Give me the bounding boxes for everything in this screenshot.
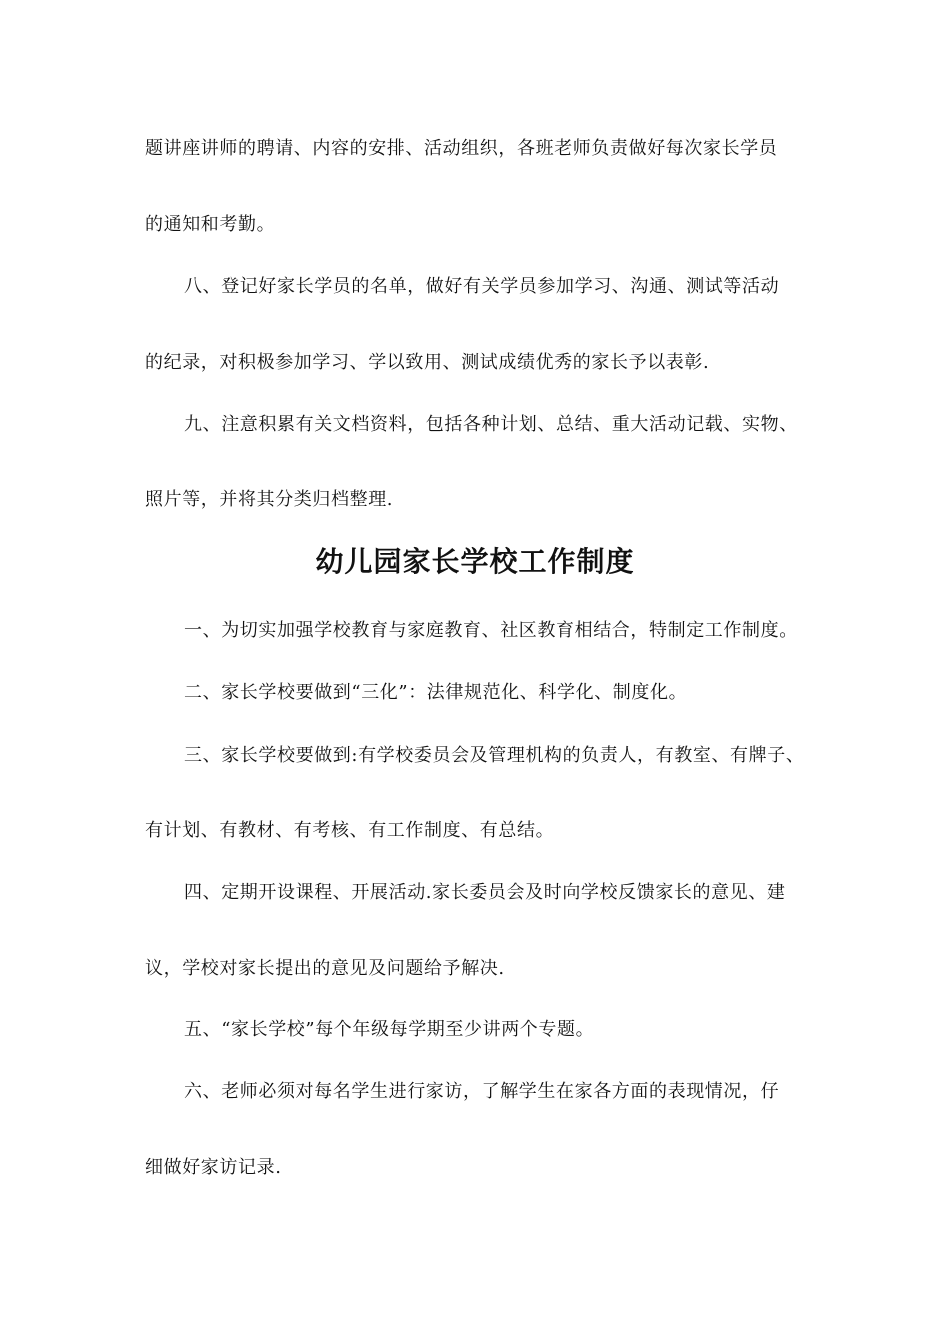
rule-5: 五、“家长学校”每个年级每学期至少讲两个专题。 bbox=[184, 1019, 595, 1040]
rule-1: 一、为切实加强学校教育与家庭教育、社区教育相结合，特制定工作制度。 bbox=[184, 620, 798, 641]
section-title: 幼儿园家长学校工作制度 bbox=[315, 545, 635, 578]
rule-3-line: 有计划、有教材、有考核、有工作制度、有总结。 bbox=[145, 820, 555, 841]
rule-3-line: 三、家长学校要做到:有学校委员会及管理机构的负责人，有教室、有牌子、 bbox=[184, 745, 805, 766]
paragraph-line: 题讲座讲师的聘请、内容的安排、活动组织，各班老师负责做好每次家长学员 bbox=[145, 138, 778, 159]
paragraph-line: 的通知和考勤。 bbox=[145, 214, 276, 235]
item-8-line: 的纪录，对积极参加学习、学以致用、测试成绩优秀的家长予以表彰. bbox=[145, 352, 710, 373]
item-9-line: 照片等，并将其分类归档整理. bbox=[145, 489, 394, 510]
rule-4-line: 四、定期开设课程、开展活动.家长委员会及时向学校反馈家长的意见、建 bbox=[184, 882, 786, 903]
rule-6-line: 细做好家访记录. bbox=[145, 1157, 282, 1178]
item-9-line: 九、注意积累有关文档资料，包括各种计划、总结、重大活动记载、实物、 bbox=[184, 414, 798, 435]
item-8-line: 八、登记好家长学员的名单，做好有关学员参加学习、沟通、测试等活动 bbox=[184, 276, 780, 297]
rule-4-line: 议，学校对家长提出的意见及问题给予解决. bbox=[145, 958, 505, 979]
rule-6-line: 六、老师必须对每名学生进行家访，了解学生在家各方面的表现情况，仔 bbox=[184, 1081, 780, 1102]
rule-2: 二、家长学校要做到“三化”：法律规范化、科学化、制度化。 bbox=[184, 682, 688, 703]
